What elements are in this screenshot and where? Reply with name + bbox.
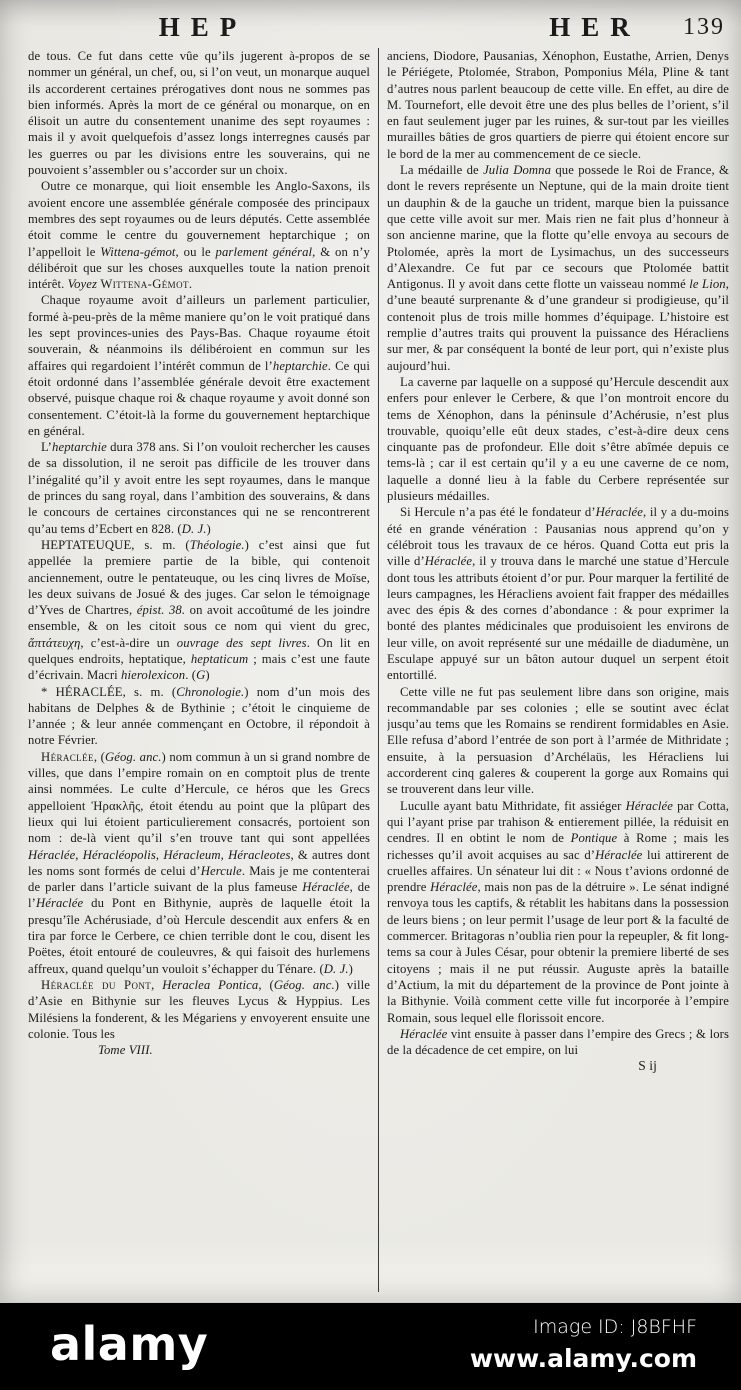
paragraph: Luculle ayant batu Mithridate, fit assiéger Héraclée par Cotta, qui l’ayant prise par trahison & entierement pillée, la réduisit en cendres. Il en obtint le nom de Pontique à Rome ; mais les richesses qu’il avoit acquises au sac d’Héraclée lui attirerent de cruelles affaires. Un sénateur lui dit : « Nous t’avions ordonné de prendre Héraclée, mais non pas de la détruire ». Le sénat indigné renvoya tous les captifs, & rétablit les habitans dans la possession de leurs biens ; on leur permit l’usage de leur port & la faculté de commercer. Britagoras n’oublia rien pour la repeupler, & fit long-tems sa cour à Jules César, pour obtenir la premiere liberté de ses citoyens ; mais il ne put réussir. Auguste après la bataille d’Actium, la mit du département de la province de Pont jointe à la Bithynie. Voilà comment cette ville fut incorporée à l’empire Romain, sous lequel elle florissoit encore.	[387, 798, 729, 1025]
paragraph: anciens, Diodore, Pausanias, Xénophon, Eustathe, Arrien, Denys le Périégete, Ptolomée, Strabon, Pomponius Méla, Pline & tant d’autres nous parlent beaucoup de cette ville. En effet, au dire de M. Tournefort, elle devoit être une des plus belles de l’orient, s’il en faut seulement juger par les ruines, & sur-tout par les vieilles murailles bâties de gros quartiers de pierre qui étoient encore sur le bord de la mer au commencement de ce siecle.	[387, 49, 729, 161]
paragraph: S ij	[638, 1058, 657, 1074]
text-columns	[28, 48, 729, 1302]
paragraph: de tous. Ce fut dans cette vûe qu’ils jugerent à-propos de se nommer un général, un chef, ou, si l’on veut, un monarque auquel ils accorderent certaines prérogatives dont nous ne sommes pas bien informés. Après la mort de ce général ou monarque, on en élisoit un autre du consentement unanime des sept royaumes : mais il y avoit quelquefois d’assez longs interregnes causés par les guerres ou par les divisions entre les souverains, qui ne pouvoient s’assembler ou s’accorder sur un choix.	[28, 49, 370, 178]
watermark-info	[470, 1316, 697, 1373]
running-head-right: HER	[549, 12, 641, 42]
alamy-watermark-bar	[0, 1303, 741, 1390]
paragraph: L’heptarchie dura 378 ans. Si l’on vouloit rechercher les causes de sa dissolution, il ne seroit pas difficile de les trouver dans l’inégalité qu’il y avoit entre les sept royaumes, dans le manque de princes du sang royal, dans l’ambition des souverains, & dans le concours de certaines circonstances qui ne se rencontrerent qu’au tems d’Ecbert en 828. (D. J.)	[28, 440, 370, 536]
paragraph: Héraclée, (Géog. anc.) nom commun à un si grand nombre de villes, que dans l’empire romain on en comptoit plus de trente ainsi nommées. Le culte d’Hercule, ce héros que les Grecs appelloient Ἡρακλῆς, étoit étendu au point que la plûpart des lieux qui lui étoient particulierement consacrés, portoient son nom : de-là vient qu’il s’en trouve tant qui sont appellées Héraclée, Héracléopolis, Héracleum, Héracleotes, & autres dont les noms sont formés de celui d’Hercule. Mais je me contenterai de parler dans l’article suivant de la plus fameuse Héraclée, de l’Héraclée du Pont en Bithynie, auprès de laquelle étoit la presqu’île Achérusiade, d’où Hercule descendit aux enfers & en tira par force le Cerbere, ce chien terrible dont le cou, disent les Poëtes, étoit entouré de couleuvres, & qui faisoit des hurlemens affreux, quand quelqu’un vouloit s’échapper du Ténare. (D. J.)	[28, 749, 370, 976]
paragraph: Chaque royaume avoit d’ailleurs un parlement particulier, formé à-peu-près de la même maniere qu’on le voit pratiqué dans les sept provinces-unies des Pays-Bas. Chaque royaume étoit souverain, & néanmoins ils délibéroient en commun sur les affaires qui regardoient l’intérêt commun de l’heptarchie. Ce qui étoit ordonné dans l’assemblée générale devoit être exactement observé, puisque chaque roi & chaque royaume y avoit donné son consentement. C’étoit-là la forme du gouvernement heptarchique en général.	[28, 293, 370, 438]
paragraph: La caverne par laquelle on a supposé qu’Hercule descendit aux enfers pour enlever le Cerbere, & que l’on montroit encore du tems de Xénophon, dans la péninsule d’Achérusie, n’est plus trouvable, quoiqu’elle eût deux stades, c’est-à-dire deux cens cinquante pas de profondeur. Elle doit s’être abîmée depuis ce tems-là ; car il est certain qu’il y a eu une caverne de ce nom, laquelle a donné lieu à la fable du Cerbere représentée sur plusieurs médailles.	[387, 374, 729, 504]
paragraph: Outre ce monarque, qui lioit ensemble les Anglo-Saxons, ils avoient encore une assemblée générale composée des principaux membres des sept royaumes ou de leurs députés. Cette assemblée étoit comme le centre du gouvernement heptarchique ; on l’appelloit le Wittena-gémot, ou le parlement général, & on n’y délibéroit que sur les choses auxquelles toute la nation prenoit intérêt. Voyez Wittena-Gémot.	[28, 179, 370, 292]
paragraph: Héraclée vint ensuite à passer dans l’empire des Grecs ; & lors de la décadence de cet empire, on lui	[387, 1026, 729, 1058]
paragraph: La médaille de Julia Domna que possede le Roi de France, & dont le revers représente un Neptune, qui de la main droite tient un dauphin & de la gauche un trident, marque bien la puissance que cette ville avoit sur mer. Mais rien ne fait plus d’honneur à son ancienne marine, que la flotte qu’elle envoya au secours de Ptolomée, après la mort de Lysimachus, un des successeurs d’Alexandre. Ce fut par ce secours que Ptolomée battit Antigonus. Il y avoit dans cette flotte un vaisseau nommé le Lion, d’une beauté surprenante & d’une grandeur si prodigieuse, qu’il contenoit plus de trois mille hommes d’équipage. L’histoire est remplie d’autres traits qui prouvent la puissance des Héracliens sur mer, & par conséquent la bonté de leur port, qui n’existe plus aujourd’hui.	[387, 163, 729, 373]
running-head	[0, 12, 741, 46]
left-column	[28, 48, 370, 1302]
right-column	[387, 48, 729, 1302]
column-divider-rule	[378, 48, 379, 1292]
paragraph: Cette ville ne fut pas seulement libre dans son origine, mais recommandable par ses colonies ; elle se soutint avec éclat jusqu’au tems que les Romains se rendirent formidables en Asie. Elle refusa d’abord l’entrée de son port à l’armée de Mithridate ; ensuite, à la persuasion d’Archélaüs, les Héracliens lui accorderent cinq galeres & couperent la gorge aux Romains qui se trouverent dans leur ville.	[387, 684, 729, 797]
paragraph: Tome VIII.	[98, 1043, 153, 1058]
alamy-url: www.alamy.com	[469, 1344, 697, 1373]
paragraph: HEPTATEUQUE, s. m. (Théologie.) c’est ainsi que fut appellée la premiere partie de la bible, qui contenoit anciennement, outre le pentateuque, ou les cinq livres de Moïse, les deux suivans de Josué & des juges. Car selon le témoignage d’Yves de Chartres, épist. 38. on avoit accoûtumé de les joindre ensemble, & on les citoit sous ce nom qui vient du grec, ἅπτάτευχη, c’est-à-dire un ouvrage des sept livres. On lit en quelques endroits, heptatique, heptaticum ; mais c’est une faute d’écrivain. Macri hierolexicon. (G)	[28, 537, 370, 683]
running-head-left: HEP	[158, 12, 248, 42]
paragraph: Héraclée du Pont, Heraclea Pontica, (Géog. anc.) ville d’Asie en Bithynie sur les fleuves Lycus & Hyppius. Les Milésiens la fonderent, & les Mégariens y envoyerent ensuite une colonie. Tous les	[28, 977, 370, 1041]
paragraph: * HÉRACLÉE, s. m. (Chronologie.) nom d’un mois des habitans de Delphes & de Bythinie ; c’étoit le cinquieme de l’année ; & leur année commençant en Octobre, il répondoit à notre Février.	[28, 684, 370, 748]
page-number: 139	[683, 14, 725, 40]
image-id-label: Image ID: J8BFHF	[533, 1316, 697, 1338]
alamy-logo: alamy	[50, 1317, 209, 1371]
paragraph: Si Hercule n’a pas été le fondateur d’Héraclée, il y a du-moins été en grande vénération : Pausanias nous apprend qu’on y célébroit tous les travaux de ce héros. Quand Cotta eut pris la ville d’Héraclée, il y trouva dans le marché une statue d’Hercule dont tous les attributs étoient d’or pur. Pour marquer la fertilité de leurs campagnes, les Héracliens avoient fait frapper des médailles avec des épis & des cornes d’abondance : & pour exprimer la bonté des plantes médicinales que produisoient les environs de leur ville, on avoit représenté sur une médaille de diadumène, un Esculape appuyé sur un bâton autour duquel un serpent étoit entortillé.	[387, 505, 729, 683]
